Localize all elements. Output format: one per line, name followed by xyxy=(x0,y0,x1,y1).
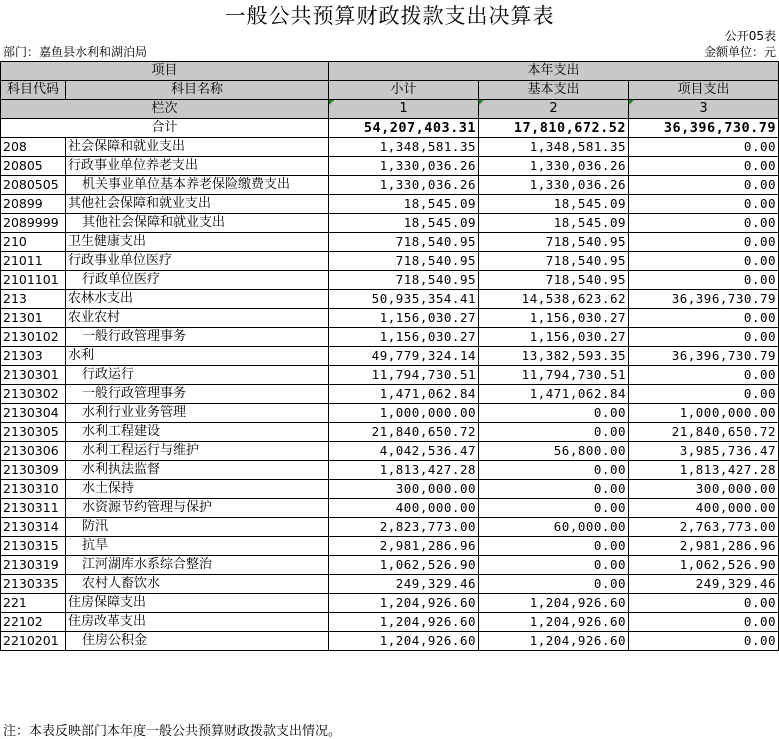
subtotal-cell: 400,000.00 xyxy=(329,499,479,518)
code-cell: 2130306 xyxy=(1,442,66,461)
basic-cell: 718,540.95 xyxy=(479,271,629,290)
code-cell: 20805 xyxy=(1,157,66,176)
basic-cell: 18,545.09 xyxy=(479,214,629,233)
project-cell: 2,763,773.00 xyxy=(629,518,779,537)
table-row xyxy=(1,138,779,157)
header-row-columns xyxy=(1,81,779,100)
name-cell: 一般行政管理事务 xyxy=(66,328,329,347)
table-row xyxy=(1,537,779,556)
code-cell: 2130301 xyxy=(1,366,66,385)
table-row xyxy=(1,518,779,537)
project-cell: 0.00 xyxy=(629,214,779,233)
column-number-3: 3 xyxy=(629,100,779,119)
table-row xyxy=(1,499,779,518)
code-cell: 213 xyxy=(1,290,66,309)
basic-cell: 718,540.95 xyxy=(479,252,629,271)
subtotal-cell: 1,348,581.35 xyxy=(329,138,479,157)
project-cell: 0.00 xyxy=(629,195,779,214)
name-cell: 防汛 xyxy=(66,518,329,537)
name-cell: 水利 xyxy=(66,347,329,366)
code-header: 科目代码 xyxy=(1,81,66,100)
code-cell: 2130102 xyxy=(1,328,66,347)
basic-cell: 0.00 xyxy=(479,461,629,480)
subtotal-cell: 1,204,926.60 xyxy=(329,632,479,651)
basic-cell: 60,000.00 xyxy=(479,518,629,537)
name-cell: 水利工程建设 xyxy=(66,423,329,442)
table-row xyxy=(1,461,779,480)
code-cell: 21303 xyxy=(1,347,66,366)
name-cell: 行政事业单位医疗 xyxy=(66,252,329,271)
name-cell: 其他社会保障和就业支出 xyxy=(66,214,329,233)
code-cell: 221 xyxy=(1,594,66,613)
basic-cell: 1,156,030.27 xyxy=(479,328,629,347)
basic-cell: 0.00 xyxy=(479,556,629,575)
subtotal-cell: 50,935,354.41 xyxy=(329,290,479,309)
project-cell: 0.00 xyxy=(629,366,779,385)
code-cell: 210 xyxy=(1,233,66,252)
report-title: 一般公共预算财政拨款支出决算表 xyxy=(224,4,555,28)
project-cell: 0.00 xyxy=(629,594,779,613)
code-cell: 2089999 xyxy=(1,214,66,233)
project-cell: 0.00 xyxy=(629,385,779,404)
footnote: 注：本表反映部门本年度一般公共预算财政拨款支出情况。 xyxy=(3,724,342,739)
subtotal-cell: 1,330,036.26 xyxy=(329,176,479,195)
name-cell: 农林水支出 xyxy=(66,290,329,309)
name-cell: 住房保障支出 xyxy=(66,594,329,613)
department-label: 部门：嘉鱼县水利和湖泊局 xyxy=(3,45,148,59)
project-cell: 0.00 xyxy=(629,233,779,252)
table-row xyxy=(1,309,779,328)
name-cell: 行政运行 xyxy=(66,366,329,385)
basic-cell: 1,348,581.35 xyxy=(479,138,629,157)
table-row xyxy=(1,556,779,575)
table-row xyxy=(1,271,779,290)
project-cell: 1,062,526.90 xyxy=(629,556,779,575)
form-number: 公开05表 xyxy=(724,29,776,43)
unit-label: 金额单位：元 xyxy=(703,45,776,59)
table-row xyxy=(1,632,779,651)
table-row xyxy=(1,480,779,499)
column-number-2: 2 xyxy=(479,100,629,119)
project-cell: 36,396,730.79 xyxy=(629,290,779,309)
basic-cell: 0.00 xyxy=(479,423,629,442)
table-row xyxy=(1,385,779,404)
code-cell: 2130314 xyxy=(1,518,66,537)
subtotal-cell: 11,794,730.51 xyxy=(329,366,479,385)
project-cell: 0.00 xyxy=(629,328,779,347)
code-cell: 2130315 xyxy=(1,537,66,556)
basic-cell: 1,156,030.27 xyxy=(479,309,629,328)
basic-cell: 1,471,062.84 xyxy=(479,385,629,404)
basic-cell: 1,204,926.60 xyxy=(479,594,629,613)
project-cell: 0.00 xyxy=(629,157,779,176)
code-cell: 22102 xyxy=(1,613,66,632)
project-cell: 0.00 xyxy=(629,252,779,271)
table-row xyxy=(1,594,779,613)
name-cell: 机关事业单位基本养老保险缴费支出 xyxy=(66,176,329,195)
table-row xyxy=(1,442,779,461)
total-row xyxy=(1,119,779,138)
name-cell: 住房公积金 xyxy=(66,632,329,651)
code-cell: 2130311 xyxy=(1,499,66,518)
subtotal-cell: 1,000,000.00 xyxy=(329,404,479,423)
name-header: 科目名称 xyxy=(66,81,329,100)
name-cell: 农村人畜饮水 xyxy=(66,575,329,594)
table-row xyxy=(1,404,779,423)
name-cell: 一般行政管理事务 xyxy=(66,385,329,404)
name-cell: 行政单位医疗 xyxy=(66,271,329,290)
code-cell: 2130309 xyxy=(1,461,66,480)
column-number-label: 栏次 xyxy=(1,100,329,119)
project-cell: 400,000.00 xyxy=(629,499,779,518)
code-cell: 2130304 xyxy=(1,404,66,423)
basic-cell: 18,545.09 xyxy=(479,195,629,214)
basic-header: 基本支出 xyxy=(479,81,629,100)
total-subtotal: 54,207,403.31 xyxy=(329,119,479,138)
basic-cell: 0.00 xyxy=(479,537,629,556)
table-row xyxy=(1,157,779,176)
table-row xyxy=(1,328,779,347)
project-cell: 1,000,000.00 xyxy=(629,404,779,423)
table-row xyxy=(1,290,779,309)
subtotal-cell: 1,204,926.60 xyxy=(329,594,479,613)
project-cell: 2,981,286.96 xyxy=(629,537,779,556)
code-cell: 2130305 xyxy=(1,423,66,442)
code-cell: 208 xyxy=(1,138,66,157)
basic-cell: 56,800.00 xyxy=(479,442,629,461)
name-cell: 卫生健康支出 xyxy=(66,233,329,252)
table-row xyxy=(1,214,779,233)
code-cell: 2210201 xyxy=(1,632,66,651)
subtotal-cell: 718,540.95 xyxy=(329,233,479,252)
basic-cell: 11,794,730.51 xyxy=(479,366,629,385)
project-cell: 0.00 xyxy=(629,613,779,632)
subtotal-cell: 1,813,427.28 xyxy=(329,461,479,480)
project-header: 项目支出 xyxy=(629,81,779,100)
subtotal-cell: 21,840,650.72 xyxy=(329,423,479,442)
subtotal-cell: 1,156,030.27 xyxy=(329,309,479,328)
name-cell: 抗旱 xyxy=(66,537,329,556)
header-row-groups xyxy=(1,62,779,81)
project-cell: 0.00 xyxy=(629,176,779,195)
table-row xyxy=(1,233,779,252)
column-number-1: 1 xyxy=(329,100,479,119)
basic-cell: 0.00 xyxy=(479,499,629,518)
basic-cell: 13,382,593.35 xyxy=(479,347,629,366)
project-cell: 0.00 xyxy=(629,632,779,651)
subtotal-cell: 249,329.46 xyxy=(329,575,479,594)
table-row xyxy=(1,347,779,366)
subtotal-cell: 1,471,062.84 xyxy=(329,385,479,404)
project-cell: 36,396,730.79 xyxy=(629,347,779,366)
basic-cell: 0.00 xyxy=(479,575,629,594)
code-cell: 2130335 xyxy=(1,575,66,594)
project-cell: 0.00 xyxy=(629,138,779,157)
subtotal-cell: 1,204,926.60 xyxy=(329,613,479,632)
subtotal-cell: 300,000.00 xyxy=(329,480,479,499)
project-cell: 249,329.46 xyxy=(629,575,779,594)
table-row xyxy=(1,176,779,195)
code-cell: 2080505 xyxy=(1,176,66,195)
subtotal-cell: 2,981,286.96 xyxy=(329,537,479,556)
name-cell: 水利行业业务管理 xyxy=(66,404,329,423)
table-row xyxy=(1,613,779,632)
basic-cell: 718,540.95 xyxy=(479,233,629,252)
subtotal-cell: 49,779,324.14 xyxy=(329,347,479,366)
name-cell: 水资源节约管理与保护 xyxy=(66,499,329,518)
subtotal-cell: 2,823,773.00 xyxy=(329,518,479,537)
project-cell: 21,840,650.72 xyxy=(629,423,779,442)
code-cell: 21301 xyxy=(1,309,66,328)
subtotal-header: 小计 xyxy=(329,81,479,100)
name-cell: 水利工程运行与维护 xyxy=(66,442,329,461)
subtotal-cell: 1,330,036.26 xyxy=(329,157,479,176)
subtotal-cell: 18,545.09 xyxy=(329,214,479,233)
code-cell: 21011 xyxy=(1,252,66,271)
code-cell: 2130319 xyxy=(1,556,66,575)
table-row xyxy=(1,195,779,214)
subtotal-cell: 1,156,030.27 xyxy=(329,328,479,347)
basic-cell: 0.00 xyxy=(479,404,629,423)
name-cell: 其他社会保障和就业支出 xyxy=(66,195,329,214)
name-cell: 水利执法监督 xyxy=(66,461,329,480)
code-cell: 2130302 xyxy=(1,385,66,404)
item-group-header: 项目 xyxy=(1,62,329,81)
name-cell: 社会保障和就业支出 xyxy=(66,138,329,157)
name-cell: 农业农村 xyxy=(66,309,329,328)
table-row xyxy=(1,575,779,594)
total-project: 36,396,730.79 xyxy=(629,119,779,138)
project-cell: 0.00 xyxy=(629,271,779,290)
name-cell: 行政事业单位养老支出 xyxy=(66,157,329,176)
subtotal-cell: 718,540.95 xyxy=(329,271,479,290)
column-number-row xyxy=(1,100,779,119)
subtotal-cell: 1,062,526.90 xyxy=(329,556,479,575)
subtotal-cell: 718,540.95 xyxy=(329,252,479,271)
name-cell: 江河湖库水系综合整治 xyxy=(66,556,329,575)
basic-cell: 14,538,623.62 xyxy=(479,290,629,309)
table-row xyxy=(1,252,779,271)
basic-cell: 1,330,036.26 xyxy=(479,176,629,195)
basic-cell: 1,330,036.26 xyxy=(479,157,629,176)
name-cell: 水土保持 xyxy=(66,480,329,499)
total-basic: 17,810,672.52 xyxy=(479,119,629,138)
total-label: 合计 xyxy=(1,119,329,138)
subtotal-cell: 18,545.09 xyxy=(329,195,479,214)
year-expenditure-header: 本年支出 xyxy=(329,62,779,81)
table-row xyxy=(1,366,779,385)
name-cell: 住房改革支出 xyxy=(66,613,329,632)
code-cell: 2101101 xyxy=(1,271,66,290)
subtotal-cell: 4,042,536.47 xyxy=(329,442,479,461)
project-cell: 1,813,427.28 xyxy=(629,461,779,480)
code-cell: 20899 xyxy=(1,195,66,214)
project-cell: 3,985,736.47 xyxy=(629,442,779,461)
basic-cell: 1,204,926.60 xyxy=(479,632,629,651)
code-cell: 2130310 xyxy=(1,480,66,499)
project-cell: 300,000.00 xyxy=(629,480,779,499)
expenditure-table xyxy=(0,61,779,651)
project-cell: 0.00 xyxy=(629,309,779,328)
basic-cell: 0.00 xyxy=(479,480,629,499)
table-row xyxy=(1,423,779,442)
basic-cell: 1,204,926.60 xyxy=(479,613,629,632)
